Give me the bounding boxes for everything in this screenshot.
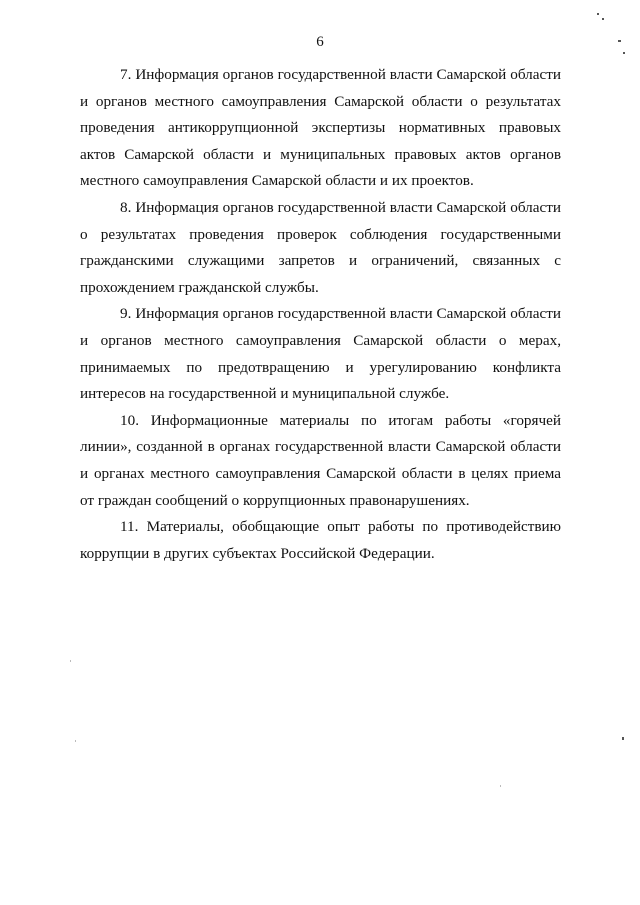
list-item: 8. Информация органов государственной власти Самарской области о результатах проведения проверок соблюдения государственными гражданскими служащими запретов и ограничений, связанных с прохождением гражданской службы. xyxy=(80,198,561,296)
list-item: 10. Информационные материалы по итогам работы «горячей линии», созданной в органах государственной власти Самарской области и органах местного самоуправления Самарской области в целях приема от граждан сообщений о коррупционных правонарушениях. xyxy=(80,411,561,509)
scan-speck xyxy=(70,660,71,662)
scan-speck xyxy=(622,737,624,740)
page-number: 6 xyxy=(316,34,324,50)
list-item: 7. Информация органов государственной власти Самарской области и органов местного самоуправления Самарской области о результатах проведения антикоррупционной экспертизы нормативных правовых актов Самарской области и муниципальных правовых актов органов местного самоуправления Самарской области и их проектов. xyxy=(80,66,561,190)
list-item: 9. Информация органов государственной власти Самарской области и органов местного самоуправления Самарской области о мерах, принимаемых по предотвращению и урегулированию конфликта интересов на государственной и муниципальной службе. xyxy=(80,305,561,403)
scan-speck xyxy=(602,18,604,20)
scan-speck xyxy=(597,13,599,15)
scan-speck xyxy=(75,740,76,742)
scan-speck xyxy=(500,785,501,787)
scan-speck xyxy=(623,52,625,54)
scan-speck xyxy=(618,40,621,42)
list-item: 11. Материалы, обобщающие опыт работы по противодействию коррупции в других субъектах Российской Федерации. xyxy=(80,518,561,562)
document-body xyxy=(80,62,561,567)
